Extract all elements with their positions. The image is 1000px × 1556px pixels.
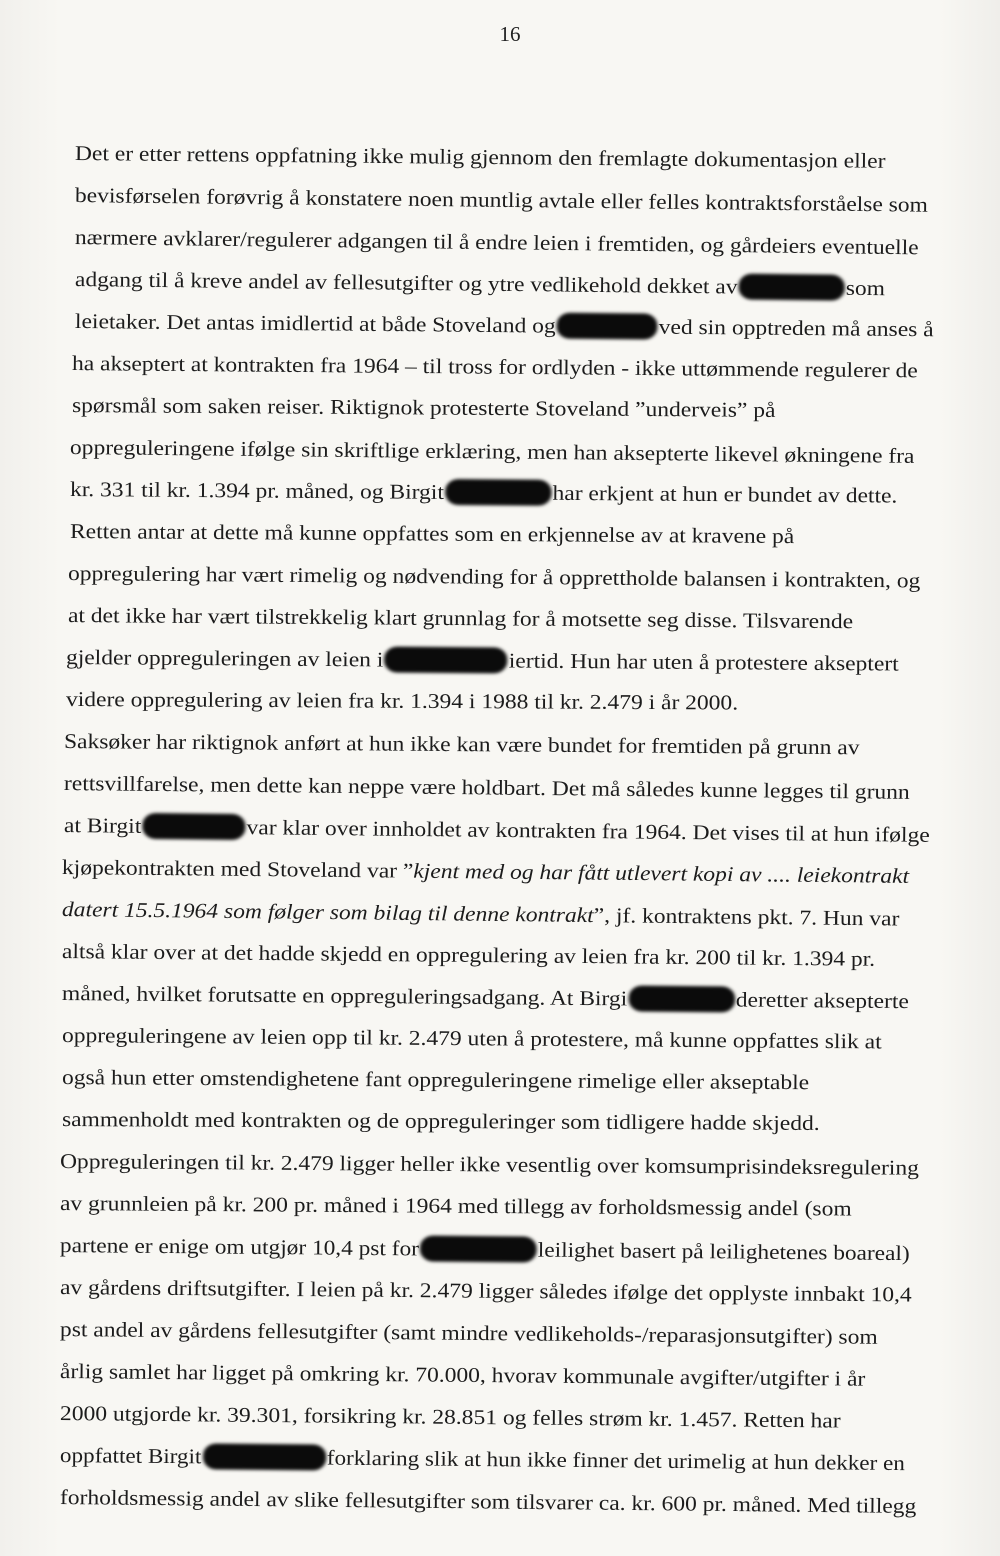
text-line [68, 560, 921, 593]
line-text: sammenholdt med kontrakten og de oppreguleringer som tidligere hadde skjedd. [61, 1107, 820, 1135]
text-line [60, 1316, 878, 1350]
redaction-mark [445, 479, 552, 506]
text-line [70, 476, 898, 508]
line-text: bevisførselen forøvrig å konstatere noen muntlig avtale eller felles kontraktsforståelse som [74, 183, 929, 217]
text-line [70, 518, 794, 549]
line-text: Saksøker har riktignok anført at hun ikke kan være bundet for fremtiden på grunn av [63, 729, 860, 760]
line-text: oppreguleringene av leien opp til kr. 2.479 uten å protestere, må kunne oppfattes slik at [61, 1023, 882, 1054]
line-text: oppregulering har vært rimelig og nødvending for å opprettholde balansen i kontrakten, og [67, 561, 921, 593]
text-line [60, 1358, 866, 1392]
line-text: ha akseptert at kontrakten fra 1964 – til tross for ordlyden - ikke uttømmende regulerer de [71, 351, 918, 383]
line-text: forholdsmessig andel av slike fellesutgifter som tilsvarer ca. kr. 600 pr. måned. Med tillegg [59, 1485, 917, 1518]
line-text: forklaring slik at hun ikke finner det urimelig at hun dekker en [326, 1445, 906, 1476]
line-text: 2000 utgjorde kr. 39.301, forsikring kr. 28.851 og felles strøm kr. 1.457. Retten har [59, 1401, 841, 1433]
text-line [62, 980, 909, 1014]
redaction-mark [202, 1443, 325, 1470]
redaction-mark [420, 1235, 537, 1262]
line-text: videre oppregulering av leien fra kr. 1.394 i 1988 til kr. 2.479 i år 2000. [65, 687, 739, 715]
text-line [62, 1106, 820, 1136]
line-text: at Birgit [63, 813, 142, 838]
text-line [72, 392, 776, 423]
line-text: av gårdens driftsutgifter. I leien på kr. 2.479 ligger således ifølge det opplyste innbakt 10,4 [59, 1275, 912, 1307]
line-text: måned, hvilket forutsatte en oppreguleringsadgang. At Birgi [61, 981, 628, 1011]
text-line [72, 350, 918, 383]
text-line [60, 1400, 841, 1433]
text-line [75, 266, 885, 301]
redaction-mark [557, 313, 658, 340]
line-text: oppfattet Birgit [59, 1443, 202, 1469]
line-text: har erkjent at hun er bundet av dette. [552, 480, 898, 508]
text-line [62, 938, 875, 972]
text-line [68, 602, 853, 634]
line-text: ved sin opptreden må anses å [658, 314, 934, 342]
line-text: pst andel av gårdens fellesutgifter (samt mindre vedlikeholds-/reparasjonsutgifter) som [59, 1317, 878, 1349]
text-line [64, 728, 860, 760]
italic-quote-text: datert 15.5.1964 som følger som bilag til denne kontrakt [61, 897, 594, 928]
line-text: leilighet basert på leilighetenes boareal) [537, 1237, 910, 1266]
line-text: oppreguleringene ifølge sin skriftlige erklæring, men han aksepterte likevel økningene fra [69, 435, 915, 468]
line-text: rettsvillfarelse, men dette kan neppe være holdbart. Det må således kunne legges til grunn [63, 771, 910, 804]
line-text: var klar over innholdet av kontrakten fra 1964. Det vises til at hun ifølge [246, 815, 930, 847]
line-text: Oppreguleringen til kr. 2.479 ligger heller ikke vesentlig over komsumprisindeksregulering [59, 1149, 920, 1180]
line-text: kr. 331 til kr. 1.394 pr. måned, og Birgit [69, 477, 445, 504]
text-line [60, 1148, 919, 1181]
text-line [62, 1064, 809, 1095]
text-line [60, 1190, 852, 1222]
line-text: også hun etter omstendighetene fant oppreguleringene rimelige eller akseptable [61, 1065, 810, 1095]
page-number: 16 [499, 22, 521, 46]
line-text: Det er etter rettens oppfatning ikke mulig gjennom den fremlagte dokumentasjon eller [74, 141, 886, 173]
text-line [70, 434, 915, 469]
line-text: som [845, 275, 886, 301]
redaction-mark [628, 985, 735, 1012]
text-line [60, 1232, 910, 1266]
line-text: Retten antar at dette må kunne oppfattes som en erkjennelse av at kravene på [69, 519, 795, 549]
text-line [75, 308, 934, 342]
text-line [62, 896, 900, 931]
text-line [75, 182, 928, 218]
line-text: nærmere avklarer/regulerer adgangen til å endre leien i fremtiden, og gårdeiers eventuelle [74, 225, 919, 260]
redaction-mark [738, 274, 844, 301]
text-line [60, 1274, 912, 1307]
line-text: altså klar over at det hadde skjedd en oppregulering av leien fra kr. 200 til kr. 1.394 pr. [61, 939, 876, 971]
text-line [75, 140, 886, 174]
line-text: kjøpekontrakten med Stoveland var ” [61, 855, 414, 883]
redaction-mark [384, 647, 507, 674]
line-text: adgang til å kreve andel av fellesutgifter og ytre vedlikehold dekket av [74, 267, 738, 299]
text-line [60, 1442, 905, 1476]
text-line [62, 854, 909, 889]
line-text: at det ikke har vært tilstrekkelig klart grunnlag for å motsette seg disse. Tilsvarende [67, 603, 854, 634]
line-text: deretter aksepterte [735, 987, 909, 1014]
text-line [64, 812, 930, 848]
line-text: gjelder oppreguleringen av leien i [65, 645, 384, 672]
line-text: leietaker. Det antas imidlertid at både Stoveland og [74, 309, 556, 338]
redaction-mark [142, 813, 245, 840]
line-text: iertid. Hun har uten å protestere akseptert [508, 648, 899, 676]
line-text: ”, jf. kontraktens pkt. 7. Hun var [593, 903, 900, 931]
text-line [75, 224, 919, 260]
text-line [66, 686, 738, 716]
line-text: årlig samlet har ligget på omkring kr. 70.000, hvorav kommunale avgifter/utgifter i år [59, 1359, 866, 1391]
line-text: av grunnleien på kr. 200 pr. måned i 1964 med tillegg av forholdsmessig andel (som [59, 1191, 852, 1221]
line-text: spørsmål som saken reiser. Riktignok protesterte Stoveland ”underveis” på [71, 393, 776, 422]
line-text: partene er enige om utgjør 10,4 pst for [59, 1233, 420, 1261]
italic-quote-text: kjent med og har fått utlevert kopi av .... leiekontrakt [413, 858, 910, 888]
text-line [62, 1022, 882, 1054]
text-line [64, 770, 910, 805]
text-line [60, 1484, 917, 1519]
text-line [66, 644, 899, 677]
